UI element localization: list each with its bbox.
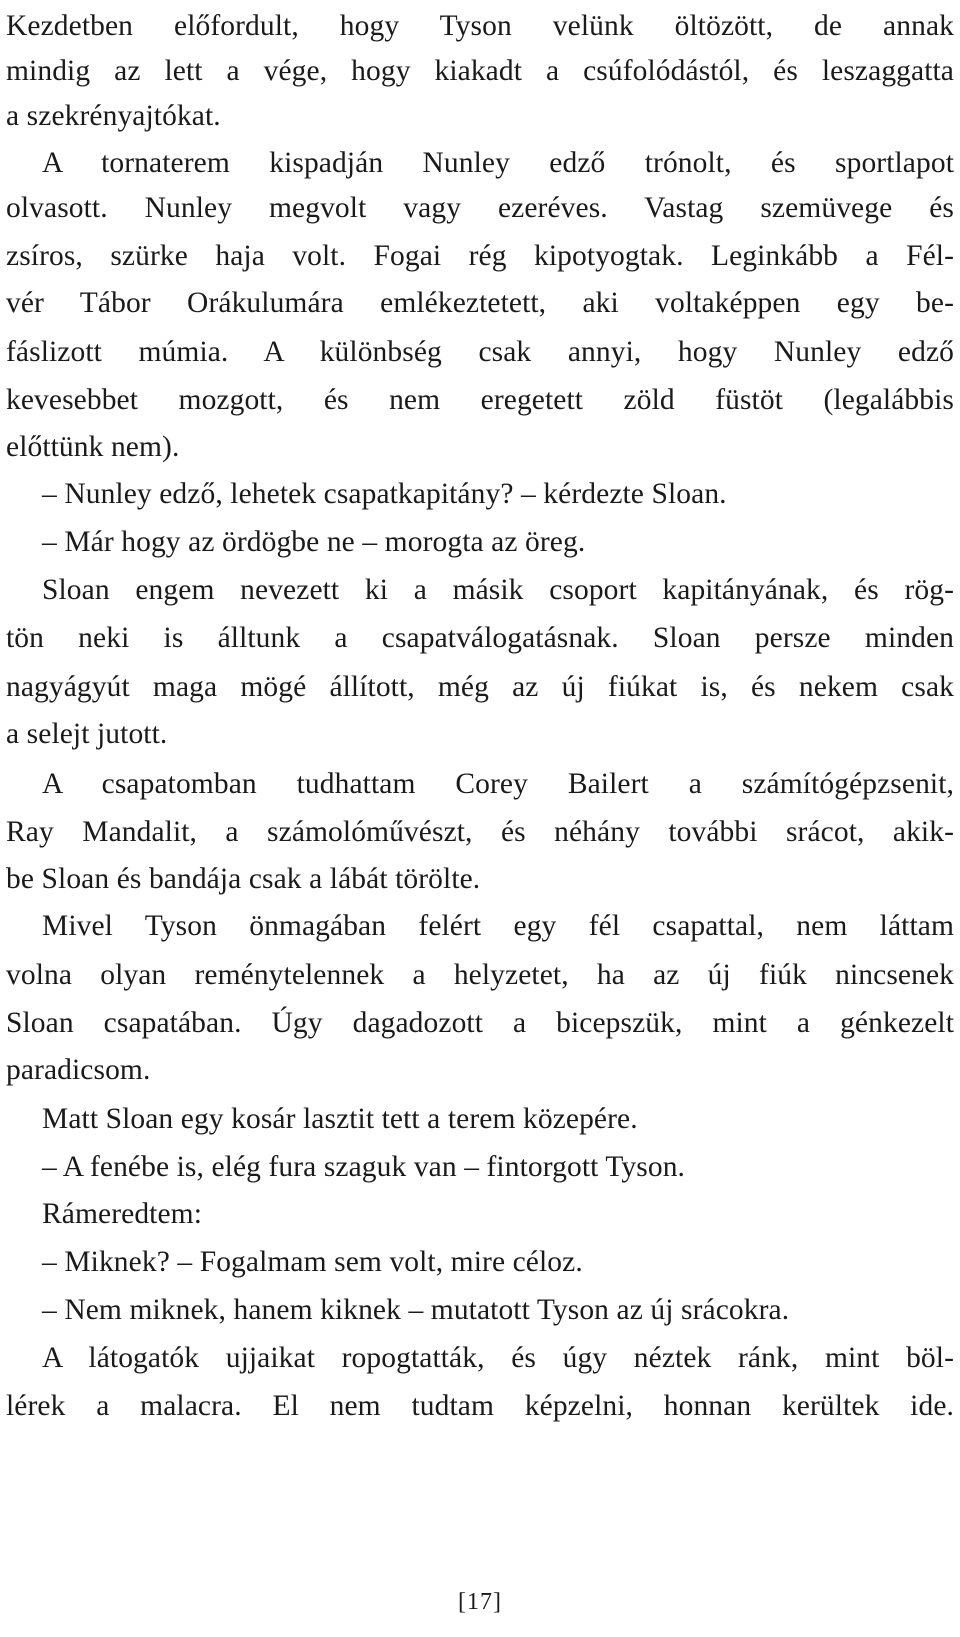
- text-line: Rámeredtem:: [42, 1198, 203, 1230]
- text-line: Ray Mandalit, a számolóművészt, és néhány további srácot, akik-: [6, 816, 954, 848]
- text-line: kevesebbet mozgott, és nem eregetett zöld füstöt (legalábbis: [6, 384, 954, 416]
- dialogue-line: – Miknek? – Fogalmam sem volt, mire céloz.: [42, 1246, 583, 1278]
- text-line: A tornaterem kispadján Nunley edző trónolt, és sportlapot: [42, 147, 954, 179]
- dialogue-line: – A fenébe is, elég fura szaguk van – fintorgott Tyson.: [42, 1151, 686, 1183]
- text-line: lérek a malacra. El nem tudtam képzelni, honnan kerültek ide.: [6, 1390, 954, 1422]
- text-line: olvasott. Nunley megvolt vagy ezeréves. Vastag szemüvege és: [6, 192, 954, 224]
- text-line: A látogatók ujjaikat ropogtatták, és úgy néztek ránk, mint böl-: [42, 1342, 954, 1374]
- text-line: a selejt jutott.: [6, 718, 168, 750]
- text-line: be Sloan és bandája csak a lábát törölte.: [6, 863, 481, 895]
- text-line: Kezdetben előfordult, hogy Tyson velünk öltözött, de annak: [6, 10, 954, 42]
- text-line: tön neki is álltunk a csapatválogatásnak. Sloan persze minden: [6, 622, 954, 654]
- dialogue-line: – Nunley edző, lehetek csapatkapitány? – kérdezte Sloan.: [42, 478, 727, 510]
- text-line: előttünk nem).: [6, 431, 180, 463]
- text-line: A csapatomban tudhattam Corey Bailert a számítógépzsenit,: [42, 768, 954, 800]
- text-line: nagyágyút maga mögé állított, még az új fiúkat is, és nekem csak: [6, 671, 954, 703]
- text-line: Mivel Tyson önmagában felért egy fél csapattal, nem láttam: [42, 910, 954, 942]
- text-line: Sloan csapatában. Úgy dagadozott a bicepszük, mint a génkezelt: [6, 1007, 954, 1039]
- text-line: vér Tábor Orákulumára emlékeztetett, aki voltaképpen egy be-: [6, 287, 954, 319]
- dialogue-line: – Nem miknek, hanem kiknek – mutatott Tyson az új srácokra.: [42, 1294, 790, 1326]
- page-number: [17]: [458, 1589, 502, 1615]
- text-line: Matt Sloan egy kosár lasztit tett a terem közepére.: [42, 1103, 638, 1135]
- dialogue-line: – Már hogy az ördögbe ne – morogta az öreg.: [42, 526, 586, 558]
- text-line: volna olyan reménytelennek a helyzetet, ha az új fiúk nincsenek: [6, 959, 954, 991]
- text-line: a szekrényajtókat.: [6, 100, 221, 132]
- text-line: fáslizott múmia. A különbség csak annyi, hogy Nunley edző: [6, 336, 954, 368]
- text-line: mindig az lett a vége, hogy kiakadt a csúfolódástól, és leszaggatta: [6, 55, 954, 87]
- text-line: Sloan engem nevezett ki a másik csoport kapitányának, és rög-: [42, 574, 954, 606]
- text-line: zsíros, szürke haja volt. Fogai rég kipotyogtak. Leginkább a Fél-: [6, 240, 954, 272]
- text-line: paradicsom.: [6, 1054, 151, 1086]
